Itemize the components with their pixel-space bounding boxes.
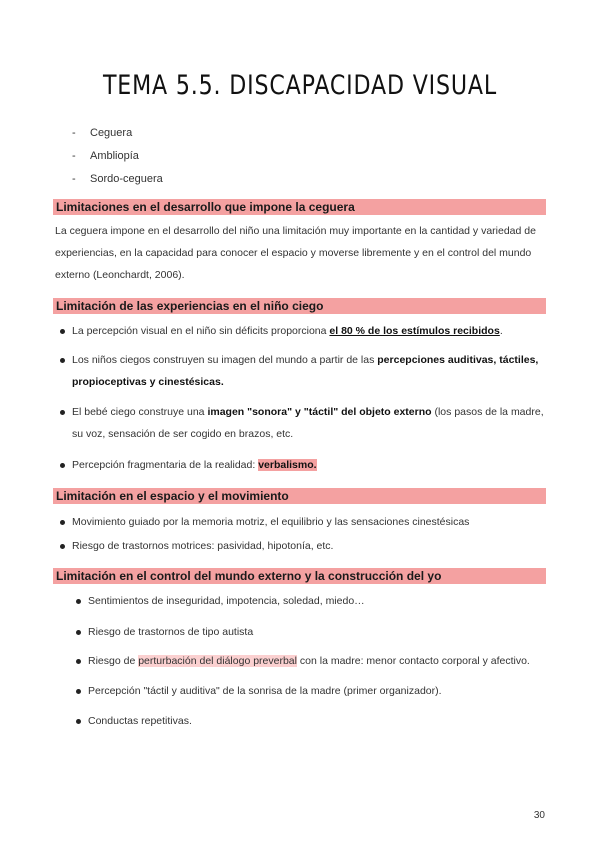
bullet-icon xyxy=(76,659,81,664)
list-item: Riesgo de trastornos motrices: pasividad, hipotonía, etc. xyxy=(60,535,550,557)
list-item: - Sordo-ceguera xyxy=(72,173,163,185)
list-item: Percepción fragmentaria de la realidad: verbalismo. xyxy=(60,454,550,476)
bullet-icon xyxy=(76,630,81,635)
bullet-icon xyxy=(76,689,81,694)
bullet-icon xyxy=(60,520,65,525)
list-item: - Ceguera xyxy=(72,127,133,139)
list-item: Los niños ciegos construyen su imagen del mundo a partir de las percepciones auditivas, táctiles, propioceptivas y cinestésicas. xyxy=(60,349,550,393)
list-item: Riesgo de perturbación del diálogo preverbal con la madre: menor contacto corporal y afectivo. xyxy=(76,650,546,672)
section-heading-experiencias: Limitación de las experiencias en el niño ciego xyxy=(53,298,546,314)
page-number: 30 xyxy=(533,810,545,821)
list-item: Movimiento guiado por la memoria motriz, el equilibrio y las sensaciones cinestésicas xyxy=(60,511,550,533)
bullet-icon xyxy=(60,358,65,363)
bullet-icon xyxy=(76,599,81,604)
section-heading-espacio: Limitación en el espacio y el movimiento xyxy=(53,488,546,504)
bullet-icon xyxy=(60,410,65,415)
list-item: Riesgo de trastornos de tipo autista xyxy=(76,621,546,643)
section-heading-limitaciones: Limitaciones en el desarrollo que impone la ceguera xyxy=(53,199,546,215)
list-item: Percepción "táctil y auditiva" de la sonrisa de la madre (primer organizador). xyxy=(76,680,546,702)
list-item: Sentimientos de inseguridad, impotencia, soledad, miedo… xyxy=(76,590,546,612)
types-list xyxy=(72,122,163,191)
bullet-icon xyxy=(60,463,65,468)
list-item: La percepción visual en el niño sin déficits proporciona el 80 % de los estímulos recibidos. xyxy=(60,320,550,342)
section-paragraph: La ceguera impone en el desarrollo del niño una limitación muy importante en la cantidad y variedad de experiencias, en la capacidad para conocer el espacio y moverse libremente y en el control del mundo externo (Leonchardt, 2006). xyxy=(55,225,536,281)
list-item: Conductas repetitivas. xyxy=(76,710,546,732)
list-item: - Ambliopía xyxy=(72,150,139,162)
bullet-icon xyxy=(76,719,81,724)
list-item: El bebé ciego construye una imagen "sonora" y "táctil" del objeto externo (los pasos de la madre, su voz, sensación de ser cogido en brazos, etc. xyxy=(60,401,550,445)
section-heading-control: Limitación en el control del mundo externo y la construcción del yo xyxy=(53,568,546,584)
bullet-icon xyxy=(60,544,65,549)
bullet-icon xyxy=(60,329,65,334)
page-title: TEMA 5.5. DISCAPACIDAD VISUAL xyxy=(102,70,498,101)
